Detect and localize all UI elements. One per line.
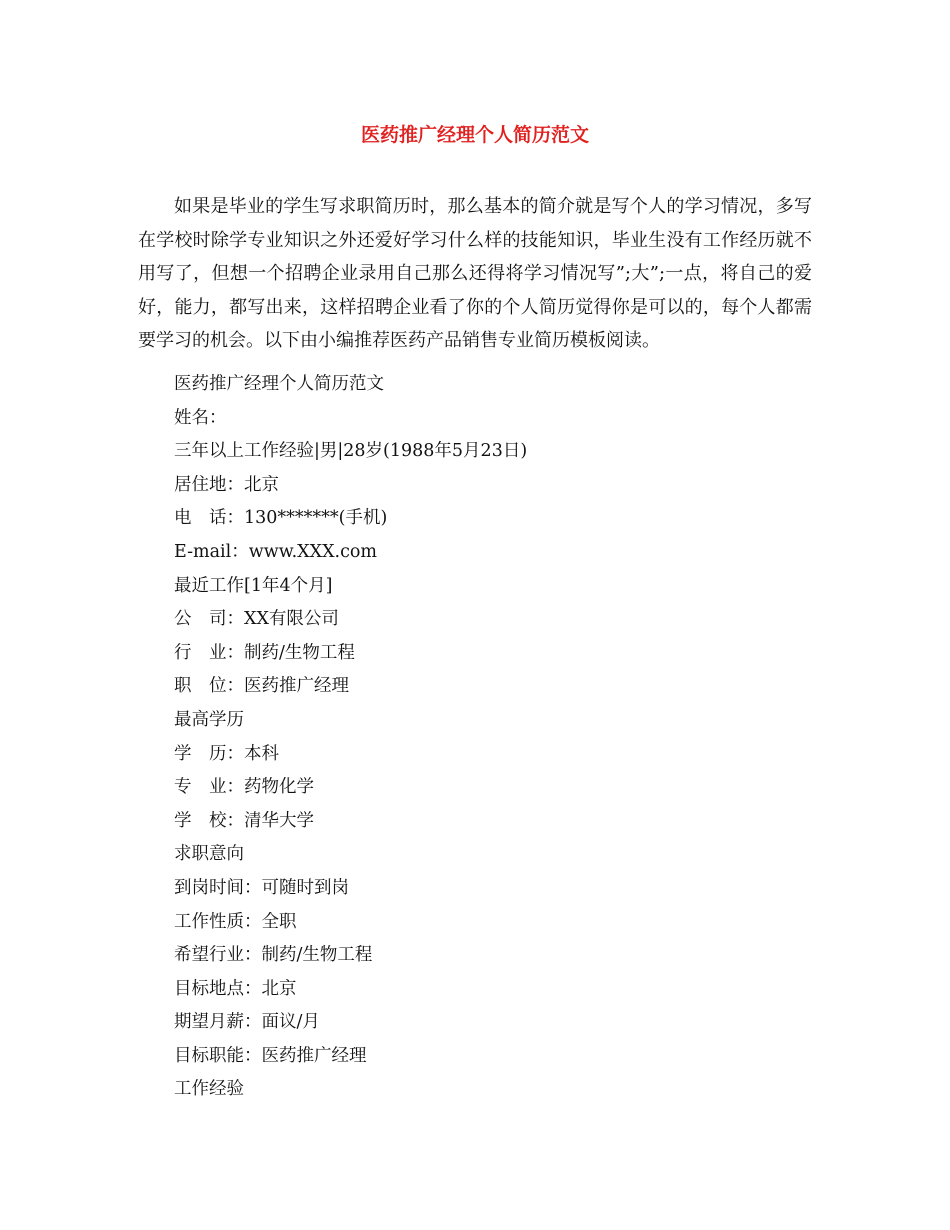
resume-line: 目标职能：医药推广经理 [174, 1045, 367, 1066]
document-title: 医药推广经理个人简历范文 [360, 124, 589, 146]
resume-line: 目标地点：北京 [174, 978, 297, 999]
resume-lines [174, 368, 814, 1107]
resume-line: 学 历：本科 [174, 743, 279, 764]
resume-line: 学 校：清华大学 [174, 810, 314, 831]
resume-line: 居住地：北京 [174, 474, 279, 495]
resume-line: 工作经验 [174, 1079, 244, 1100]
resume-line: 电 话：130*******(手机) [174, 508, 388, 529]
resume-line: 公 司：XX有限公司 [174, 609, 339, 630]
resume-line: 工作性质：全职 [174, 911, 297, 932]
resume-line: 姓名： [174, 407, 227, 428]
resume-line: E-mail：www.XXX.com [174, 541, 378, 562]
resume-line: 专 业：药物化学 [174, 777, 314, 798]
resume-line: 医药推广经理个人简历范文 [174, 374, 384, 394]
resume-line: 三年以上工作经验|男|28岁(1988年5月23日) [174, 441, 528, 462]
resume-line: 行 业：制药/生物工程 [174, 642, 355, 663]
intro-paragraph: 如果是毕业的学生写求职简历时，那么基本的简介就是写个人的学习情况，多写在学校时除学专业知识之外还爱好学习什么样的技能知识，毕业生没有工作经历就不用写了，但想一个招聘企业录用自己那么还得将学习情况写”;大”;一点，将自己的爱好，能力，都写出来，这样招聘企业看了你的个人简历觉得你是可以的，每个人都需要学习的机会。以下由小编推荐医药产品销售专业简历模板阅读。 [138, 196, 812, 352]
resume-line: 到岗时间：可随时到岗 [174, 877, 349, 898]
resume-line: 最近工作[1年4个月] [174, 575, 333, 596]
resume-line: 期望月薪：面议/月 [174, 1012, 320, 1033]
resume-line: 求职意向 [174, 844, 244, 865]
resume-line: 最高学历 [174, 709, 244, 730]
resume-line: 希望行业：制药/生物工程 [174, 945, 373, 966]
resume-line: 职 位：医药推广经理 [174, 676, 349, 697]
